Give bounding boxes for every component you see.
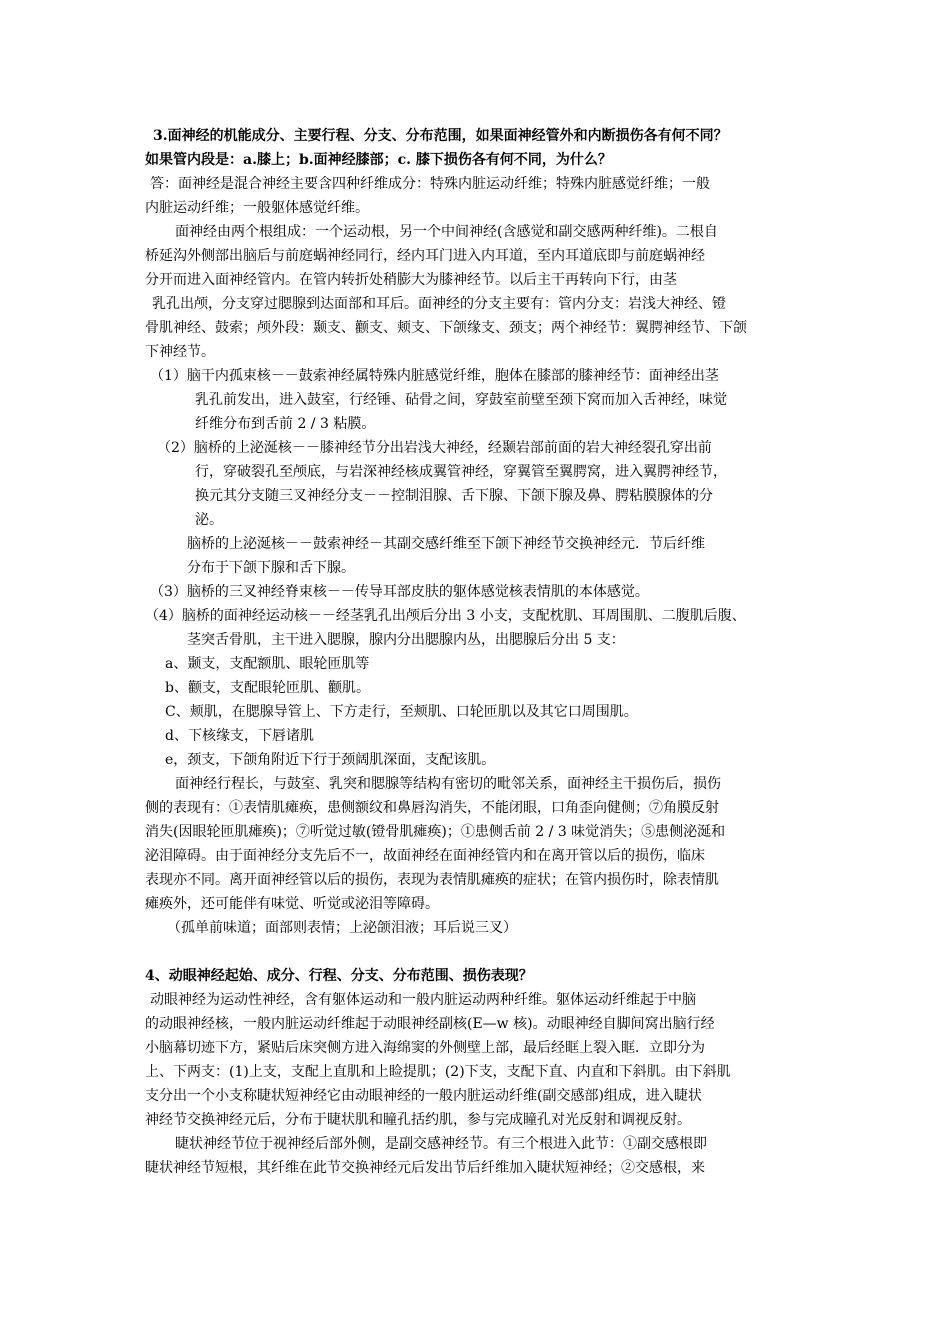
text-line: 小脑幕切迹下方，紧贴后床突侧方进入海绵窦的外侧壁上部，最后经眶上裂入眶．立即分为 — [145, 1040, 705, 1056]
blank-line — [145, 940, 821, 964]
text-line: 纤维分布到舌前 2 / 3 粘膜。 — [195, 416, 376, 432]
text-line: （孤单前味道；面部则表情；上泌颌泪液；耳后说三叉） — [167, 920, 517, 936]
heading-line: 3.面神经的机能成分、主要行程、分支、分布范围，如果面神经管外和内断损伤各有何不同？ — [153, 128, 728, 144]
text-line: （2）脑桥的上泌涎核－－膝神经节分出岩浅大神经，经颞岩部前面的岩大神经裂孔穿出前 — [157, 440, 712, 456]
heading-line: 如果管内段是：a.膝上；b.面神经膝部；c. 膝下损伤各有何不同，为什么？ — [145, 152, 612, 168]
text-line: 答：面神经是混合神经主要含四种纤维成分：特殊内脏运动纤维；特殊内脏感觉纤维；一般 — [150, 176, 710, 192]
text-line: e，颈支，下颌角附近下行于颈阔肌深面，支配该肌。 — [165, 752, 496, 768]
text-line: 面神经由两个根组成：一个运动根，另一个中间神经(含感觉和副交感两种纤维)。二根自 — [175, 224, 718, 240]
text-line: 下神经节。 — [145, 344, 215, 360]
heading-line: 4、动眼神经起始、成分、行程、分支、分布范围、损伤表现？ — [145, 968, 533, 984]
text-line: 消失(因眼轮匝肌瘫痪)；⑦听觉过敏(镫骨肌瘫痪)；①患侧舌前 2 / 3 味觉消失；⑤患侧泌涎和 — [145, 824, 726, 840]
text-line: C、颊肌，在腮腺导管上、下方走行，至颊肌、口轮匝肌以及其它口周围肌。 — [165, 704, 638, 720]
text-line: （3）脑桥的三叉神经脊束核－－传导耳部皮肤的躯体感觉核表情肌的本体感觉。 — [150, 584, 649, 600]
text-line: 上、下两支：(1)上支，支配上直肌和上睑提肌；(2)下支，支配下直、内直和下斜肌。由下斜肌 — [145, 1064, 731, 1080]
text-line: a、颞支，支配额肌、眼轮匝肌等 — [165, 656, 370, 672]
text-line: 乳孔出颅，分支穿过腮腺到达面部和耳后。面神经的分支主要有：管内分支：岩浅大神经、镫 — [152, 296, 726, 312]
text-line: 睫状神经节位于视神经后部外侧，是副交感神经节。有三个根进入此节：①副交感根即 — [175, 1136, 707, 1152]
text-line: 泌。 — [195, 512, 223, 528]
text-line: 泌泪障碍。由于面神经分支先后不一，故面神经在面神经管内和在离开管以后的损伤，临床 — [145, 848, 705, 864]
text-line: 支分出一个小支称睫状短神经它由动眼神经的一般内脏运动纤维(副交感部)组成，进入睫状 — [145, 1088, 702, 1104]
text-line: 动眼神经为运动性神经，含有躯体运动和一般内脏运动两种纤维。躯体运动纤维起于中脑 — [150, 992, 696, 1008]
text-line: 瘫痪外，还可能伴有味觉、听觉或泌泪等障碍。 — [145, 896, 439, 912]
text-line: 茎突舌骨肌，主干进入腮腺，腺内分出腮腺内丛，出腮腺后分出 5 支： — [187, 632, 625, 648]
text-line: （1）脑干内孤束核－－鼓索神经属特殊内脏感觉纤维，胞体在膝部的膝神经节：面神经出茎 — [150, 368, 719, 384]
text-line: 脑桥的上泌涎核－－鼓索神经－其副交感纤维至下颌下神经节交换神经元．节后纤维 — [187, 536, 705, 552]
text-line: 换元其分支随三叉神经分支－－控制泪腺、舌下腺、下颌下腺及鼻、腭粘膜腺体的分 — [195, 488, 713, 504]
text-line: 骨肌神经、鼓索；颅外段：颞支、颧支、颊支、下颌缘支、颈支；两个神经节：翼腭神经节、下颌 — [145, 320, 747, 336]
text-line: 内脏运动纤维；一般躯体感觉纤维。 — [145, 200, 369, 216]
text-line: 面神经行程长，与鼓室、乳突和腮腺等结构有密切的毗邻关系，面神经主干损伤后，损伤 — [175, 776, 721, 792]
text-line: 表现亦不同。离开面神经管以后的损伤，表现为表情肌瘫痪的症状；在管内损伤时，除表情肌 — [145, 872, 719, 888]
text-line: 的动眼神经核，一般内脏运动纤维起于动眼神经副核(E—w 核)。动眼神经自脚间窝出脑行经 — [145, 1016, 715, 1032]
text-line: 行，穿破裂孔至颅底，与岩深神经核成翼管神经，穿翼管至翼腭窝，进入翼腭神经节， — [195, 464, 727, 480]
document-body — [145, 124, 821, 1180]
text-line: 神经节交换神经元后，分布于睫状肌和瞳孔括约肌，参与完成瞳孔对光反射和调视反射。 — [145, 1112, 691, 1128]
text-line: 乳孔前发出，进入鼓室，行经锤、砧骨之间，穿鼓室前壁至颈下窝而加入舌神经，味觉 — [195, 392, 727, 408]
text-line: 分布于下颌下腺和舌下腺。 — [187, 560, 355, 576]
text-line: 侧的表现有：①表情肌瘫痪，患侧额纹和鼻唇沟消失，不能闭眼，口角歪向健侧；⑦角膜反射 — [145, 800, 719, 816]
text-line: 桥延沟外侧部出脑后与前庭蜗神经同行，经内耳门进入内耳道，至内耳道底即与前庭蜗神经 — [145, 248, 705, 264]
text-line: 分开而进入面神经管内。在管内转折处稍膨大为膝神经节。以后主干再转向下行，由茎 — [145, 272, 677, 288]
text-line: 睫状神经节短根，其纤维在此节交换神经元后发出节后纤维加入睫状短神经；②交感根，来 — [145, 1160, 705, 1176]
text-line: （4）脑桥的面神经运动核－－经茎乳孔出颅后分出 3 小支，支配枕肌、耳周围肌、二腹肌后腹、 — [145, 608, 746, 624]
text-line: b、颧支，支配眼轮匝肌、颧肌。 — [165, 680, 370, 696]
text-line: d、下核缘支，下唇诸肌 — [165, 728, 314, 744]
